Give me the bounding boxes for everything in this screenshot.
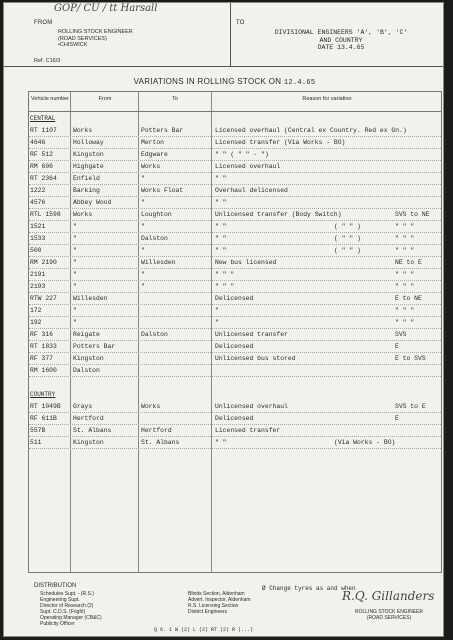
reason-cell: " " (215, 247, 227, 254)
distribution-codes: Q 6. 1 W (2) L (2) RT (2) R (...) (154, 627, 254, 633)
distribution-item: Blinds Section, Aldenham (188, 591, 245, 597)
date-value: 13.4.65 (337, 44, 365, 51)
table-row (29, 293, 441, 305)
reason-cell: Licensed overhaul (215, 163, 281, 170)
to-cell: Potters Bar (141, 127, 184, 134)
reason-detail-cell: ( " " ) (334, 235, 361, 242)
distribution-item: Supt. C.D.S. (Fright) (40, 609, 86, 615)
reason-cell: Licensed transfer (215, 427, 281, 434)
from-cell: Works (73, 127, 93, 134)
to-cell: Works (141, 163, 161, 170)
from-cell: " (73, 259, 77, 266)
reason-cell: Licensed overhaul (Central ex Country. Red ex Gn.) (215, 127, 407, 134)
reason-cell: Delicensed (215, 343, 254, 350)
header-reason: Reason for variation (302, 96, 352, 102)
from-cell: Barking (73, 187, 100, 194)
allocation-code-cell: NE to E (395, 259, 422, 266)
from-cell: Grays (73, 403, 93, 410)
vehicle-number-cell: RM 1600 (30, 367, 57, 374)
reason-cell: " " (215, 223, 227, 230)
from-cell: Kingston (73, 151, 104, 158)
table-row (29, 149, 441, 161)
allocation-code-cell: E to NE (395, 295, 422, 302)
reason-cell: Unlicensed bus stored (215, 355, 296, 362)
table-row (29, 233, 441, 245)
vehicle-number-cell: 1222 (30, 187, 46, 194)
signatory-role (344, 609, 434, 621)
from-label: FROM (34, 20, 53, 26)
from-cell: Highgate (73, 163, 104, 170)
to-cell: " (141, 283, 145, 290)
table-row (29, 317, 441, 329)
reason-detail-cell: ( " " ) (334, 247, 361, 254)
vehicle-number-cell: RT 1833 (30, 343, 57, 350)
from-cell: Kingston (73, 439, 104, 446)
to-cell: " (141, 223, 145, 230)
allocation-code-cell: " " " (395, 235, 415, 242)
table-row (29, 305, 441, 317)
allocation-code-cell: " " " (395, 283, 415, 290)
distribution-item: R.S. Licensing Section (188, 603, 239, 609)
table-row (29, 161, 441, 173)
section-heading: COUNTRY (30, 391, 56, 398)
header-vehicle-number: Vehicle number (31, 96, 69, 102)
to-cell: " (141, 175, 145, 182)
vehicle-number-cell: RTL 1598 (30, 211, 61, 218)
header-rule (29, 111, 441, 112)
reason-cell: Delicensed (215, 295, 254, 302)
vehicle-number-cell: 2191 (30, 271, 46, 278)
vehicle-number-cell: RTW 227 (30, 295, 57, 302)
from-line: ROLLING STOCK ENGINEER (58, 29, 133, 35)
distribution-item: Engineering Supt. (40, 597, 80, 603)
distribution-list (40, 591, 102, 627)
to-cell: Merton (141, 139, 165, 146)
to-cell: Works (141, 403, 161, 410)
table-row (29, 269, 441, 281)
reason-detail-cell: (Via Works - BO) (334, 439, 396, 446)
vehicle-number-cell: RT 1107 (30, 127, 57, 134)
allocation-code-cell: SVS (395, 331, 407, 338)
to-address (256, 29, 426, 52)
allocation-code-cell: " " " (395, 319, 415, 326)
distribution-item: Director of Research (2) (40, 603, 94, 609)
vehicle-number-cell: RF 377 (30, 355, 54, 362)
table-row (29, 401, 441, 413)
date-line (256, 44, 426, 52)
from-cell: Kingston (73, 355, 104, 362)
allocation-code-cell: SVS to E (395, 403, 426, 410)
distribution-list-secondary (188, 591, 251, 615)
from-cell: " (73, 247, 77, 254)
vehicle-number-cell: 1533 (30, 235, 46, 242)
reason-cell: " (215, 307, 219, 314)
vehicle-number-cell: RM 606 (30, 163, 54, 170)
header-to: To (172, 96, 178, 102)
vehicle-number-cell: 172 (30, 307, 42, 314)
vehicle-number-cell: 192 (30, 319, 42, 326)
allocation-code-cell: E to SVS (395, 355, 426, 362)
table-row (29, 125, 441, 137)
table-row (29, 365, 441, 377)
from-address (58, 29, 133, 49)
title-date: 12.4.65 (283, 79, 316, 87)
vehicle-number-cell: 500 (30, 247, 42, 254)
to-line: AND COUNTRY (319, 36, 363, 44)
vehicle-number-cell: 511 (30, 439, 42, 446)
to-cell: " (141, 199, 145, 206)
to-cell: Dalston (141, 331, 168, 338)
header-from: From (98, 96, 112, 102)
to-cell: Hertford (141, 427, 172, 434)
from-cell: Dalston (73, 367, 100, 374)
to-cell: " (141, 271, 145, 278)
allocation-code-cell: " " " (395, 307, 415, 314)
from-cell: St. Albans (73, 427, 112, 434)
allocation-code-cell: SVS to NE (395, 211, 430, 218)
role-line: ROLLING STOCK ENGINEER (355, 609, 423, 615)
reason-cell: " (215, 319, 219, 326)
from-cell: Enfield (73, 175, 100, 182)
document-footer (4, 581, 444, 637)
from-cell: Hertford (73, 415, 104, 422)
vehicle-number-cell: 557B (30, 427, 46, 434)
from-cell: " (73, 235, 77, 242)
role-line: (ROAD SERVICES) (366, 615, 412, 621)
title-text: VARIATIONS IN ROLLING STOCK ON (133, 77, 282, 86)
section-heading: CENTRAL (30, 115, 56, 122)
vehicle-number-cell: RF 512 (30, 151, 54, 158)
from-cell: " (73, 271, 77, 278)
from-cell: Abbey Wood (73, 199, 112, 206)
to-cell: Dalston (141, 235, 168, 242)
table-row (29, 329, 441, 341)
table-row (29, 257, 441, 269)
from-cell: " (73, 319, 77, 326)
from-cell: " (73, 283, 77, 290)
reason-detail-cell: ( " " ) (334, 223, 361, 230)
distribution-item: Publicity Officer (40, 621, 75, 627)
to-cell: Willesden (141, 259, 176, 266)
to-cell: Edgware (141, 151, 168, 158)
table-row (29, 353, 441, 365)
to-line: DIVISIONAL ENGINEERS 'A', 'B', 'C' (274, 29, 408, 36)
vehicle-number-cell: 4576 (30, 199, 46, 206)
reason-cell: Delicensed (215, 415, 254, 422)
table-row (29, 137, 441, 149)
vehicle-number-cell: RT 1049B (30, 403, 61, 410)
reason-cell: Unlicensed transfer (215, 331, 288, 338)
to-cell: Works Float (141, 187, 184, 194)
reason-cell: New bus licensed (215, 259, 277, 266)
table-row (29, 197, 441, 209)
distribution-item: District Engineers (188, 609, 228, 615)
reason-cell: Unlicensed overhaul (215, 403, 288, 410)
vehicle-number-cell: RF 611B (30, 415, 57, 422)
from-cell: Holloway (73, 139, 104, 146)
vehicle-number-cell: RM 2190 (30, 259, 57, 266)
table-row (29, 437, 441, 449)
table-row (29, 209, 441, 221)
table-row (29, 341, 441, 353)
distribution-item: Advert. Inspector, Aldenham (188, 597, 251, 603)
reason-cell: Overhaul delicensed (215, 187, 288, 194)
to-cell: St. Albans (141, 439, 180, 446)
from-cell: " (73, 223, 77, 230)
reason-cell: " " (215, 199, 227, 206)
from-line: (ROAD SERVICES) (58, 35, 107, 42)
reason-cell: " " ( " " - ") (215, 151, 269, 158)
reason-cell: " " " (215, 283, 235, 290)
reason-cell: Licensed transfer (Via Works - BO) (215, 139, 346, 146)
from-cell: " (73, 307, 77, 314)
reference-number: Ref. C16/3 (34, 58, 61, 64)
reason-cell: " " (215, 175, 227, 182)
allocation-code-cell: E (395, 415, 399, 422)
table-row (29, 245, 441, 257)
to-label: TO (236, 20, 245, 26)
table-row (29, 413, 441, 425)
to-cell: Loughton (141, 211, 172, 218)
from-cell: Willesden (73, 295, 108, 302)
from-cell: Works (73, 211, 93, 218)
header-divider (230, 3, 231, 67)
handwritten-annotation: GOP/ CU / tt Harsall (54, 3, 158, 14)
allocation-code-cell: " " " (395, 223, 415, 230)
page-title (4, 77, 444, 87)
vehicle-number-cell: 1521 (30, 223, 46, 230)
allocation-code-cell: E (395, 343, 399, 350)
document-sheet (3, 2, 444, 637)
variations-table (28, 91, 442, 573)
tyre-note: Ø Change tyres as and when (262, 585, 356, 592)
allocation-code-cell: " " " (395, 247, 415, 254)
reason-cell: " " " (215, 271, 235, 278)
table-row (29, 281, 441, 293)
reason-cell: " " (215, 235, 227, 242)
table-row (29, 185, 441, 197)
vehicle-number-cell: 4646 (30, 139, 46, 146)
table-row (29, 425, 441, 437)
to-cell: " (141, 247, 145, 254)
date-label: DATE (317, 44, 334, 51)
reason-cell: Unlicensed transfer (Body Switch) (215, 211, 342, 218)
table-row (29, 173, 441, 185)
distribution-item: Schedules Supt. - (R.S.) (40, 591, 94, 597)
allocation-code-cell: " " " (395, 271, 415, 278)
signature: R.Q. Gillanders (342, 589, 435, 603)
from-cell: Potters Bar (73, 343, 116, 350)
reason-cell: " " (215, 439, 227, 446)
table-row (29, 221, 441, 233)
document-header (4, 3, 444, 67)
from-cell: Reigate (73, 331, 100, 338)
distribution-item: Operating Manager (CB&C) (40, 615, 102, 621)
vehicle-number-cell: RT 2364 (30, 175, 57, 182)
vehicle-number-cell: RF 316 (30, 331, 54, 338)
vehicle-number-cell: 2193 (30, 283, 46, 290)
from-line: •CHISWICK (58, 42, 88, 48)
distribution-title: DISTRIBUTION (34, 583, 77, 589)
